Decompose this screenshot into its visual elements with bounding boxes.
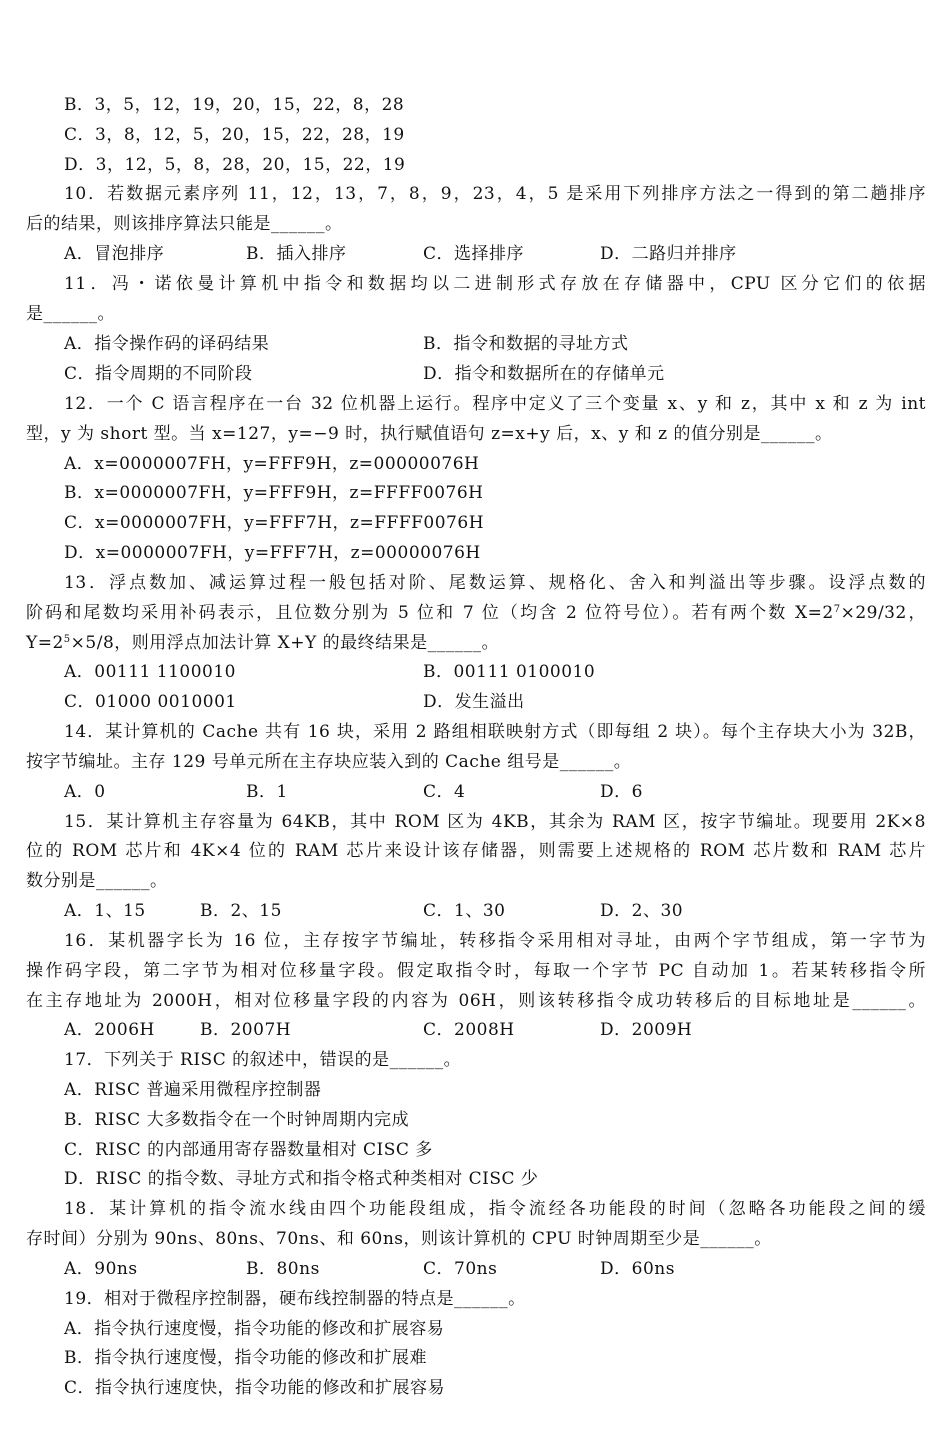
q11-stem (26, 273, 926, 295)
q13-option-c: C．01000 0010001 (64, 692, 237, 712)
q11-option-d: D．指令和数据所在的存储单元 (423, 364, 665, 384)
q10-option-a: A．冒泡排序 (64, 244, 165, 264)
q15-option-b: B．2、15 (200, 901, 282, 921)
q17-option-b: B．RISC 大多数指令在一个时钟周期内完成 (64, 1110, 410, 1130)
q13-line3 (26, 632, 499, 654)
q10-line1: 10．若数据元素序列 11，12，13，7，8，9，23，4，5 是采用下列排序方法之一得到的第二趟排序 (64, 184, 926, 204)
q10-option-c: C．选择排序 (423, 244, 525, 264)
q13-option-d: D．发生溢出 (423, 692, 525, 712)
q19-option-a: A．指令执行速度慢，指令功能的修改和扩展容易 (64, 1319, 445, 1339)
q15-line2: 位的 ROM 芯片和 4K×4 位的 RAM 芯片来设计该存储器，则需要上述规格的 ROM 芯片数和 RAM 芯片 (26, 841, 926, 861)
q11-option-c: C．指令周期的不同阶段 (64, 364, 253, 384)
q16-line1: 16．某机器字长为 16 位，主存按字节编址，转移指令采用相对寻址，由两个字节组成，第一字节为 (64, 931, 926, 951)
q12-option-b: B．x=0000007FH，y=FFF9H，z=FFFF0076H (64, 483, 484, 503)
q14-option-b: B．1 (246, 782, 288, 802)
q12-line2: 型，y 为 short 型。当 x=127，y=−9 时，执行赋值语句 z=x+y 后，x、y 和 z 的值分别是______。 (26, 424, 833, 444)
q12-stem (26, 393, 926, 415)
q13-option-b: B．00111 0100010 (423, 662, 596, 682)
q14-option-c: C．4 (423, 782, 466, 802)
q13-line3-part1: Y=2 (26, 633, 64, 653)
q19-option-b: B．指令执行速度慢，指令功能的修改和扩展难 (64, 1348, 427, 1368)
q19-stem: 19．相对于微程序控制器，硬布线控制器的特点是______。 (64, 1289, 526, 1309)
q16-option-d: D．2009H (600, 1020, 693, 1040)
q11-option-a: A．指令操作码的译码结果 (64, 334, 270, 354)
q18-line2: 存时间）分别为 90ns、80ns、70ns、和 60ns，则该计算机的 CPU 时钟周期至少是______。 (26, 1229, 772, 1249)
q13-line2-text (26, 602, 926, 624)
q9-option-d: D．3，12，5，8，28，20，15，22，19 (64, 155, 406, 175)
q14-line1: 14．某计算机的 Cache 共有 16 块，采用 2 路组相联映射方式（即每组 2 块）。每个主存块大小为 32B， (64, 722, 926, 742)
q17-stem: 17．下列关于 RISC 的叙述中，错误的是______。 (64, 1050, 462, 1070)
q12-option-a: A．x=0000007FH，y=FFF9H，z=00000076H (64, 454, 480, 474)
q16-option-b: B．2007H (200, 1020, 292, 1040)
q14-stem (26, 721, 926, 743)
q13-line2-part1: 阶码和尾数均采用补码表示，且位数分别为 5 位和 7 位（均含 2 位符号位）。若有两个数 X=2 (26, 603, 834, 623)
q16-line2-wrap (26, 960, 926, 982)
q16-stem (26, 930, 926, 952)
q10-option-b: B．插入排序 (246, 244, 347, 264)
q10-line2: 后的结果，则该排序算法只能是______。 (26, 214, 343, 234)
q16-line3: 在主存地址为 2000H，相对位移量字段的内容为 06H，则该转移指令成功转移后的目标地址是______。 (26, 991, 926, 1011)
q11-line2: 是______。 (26, 304, 115, 324)
q12-option-c: C．x=0000007FH，y=FFF7H，z=FFFF0076H (64, 513, 485, 533)
q10-stem (26, 183, 926, 205)
q18-option-d: D．60ns (600, 1259, 675, 1279)
q17-option-c: C．RISC 的内部通用寄存器数量相对 CISC 多 (64, 1140, 433, 1160)
q14-line2: 按字节编址。主存 129 号单元所在主存块应装入到的 Cache 组号是______。 (26, 752, 632, 772)
q13-line3-part2: ×5/8，则用浮点加法计算 X+Y 的最终结果是______。 (70, 633, 500, 653)
q13-line1: 13．浮点数加、减运算过程一般包括对阶、尾数运算、规格化、舍入和判溢出等步骤。设浮点数的 (64, 573, 926, 593)
q13-line2 (26, 602, 926, 624)
q9-option-c: C．3，8，12，5，20，15，22，28，19 (64, 125, 405, 145)
q11-option-b: B．指令和数据的寻址方式 (423, 334, 629, 354)
q15-stem (26, 811, 926, 833)
q18-line1: 18．某计算机的指令流水线由四个功能段组成，指令流经各功能段的时间（忽略各功能段之间的缓 (64, 1199, 926, 1219)
q14-option-a: A．0 (64, 782, 106, 802)
q18-option-b: B．80ns (246, 1259, 320, 1279)
q15-line3: 数分别是______。 (26, 871, 168, 891)
q10-option-d: D．二路归并排序 (600, 244, 737, 264)
q13-stem (26, 572, 926, 594)
q13-option-a: A．00111 1100010 (64, 662, 236, 682)
q18-option-c: C．70ns (423, 1259, 498, 1279)
q15-option-c: C．1、30 (423, 901, 506, 921)
q12-line1: 12．一个 C 语言程序在一台 32 位机器上运行。程序中定义了三个变量 x、y 和 z，其中 x 和 z 为 int (64, 394, 926, 414)
q16-line2: 操作码字段，第二字节为相对位移量字段。假定取指令时，每取一个字节 PC 自动加 1。若某转移指令所 (26, 961, 926, 981)
q16-option-a: A．2006H (64, 1020, 155, 1040)
q9-option-b: B．3，5，12，19，20，15，22，8，28 (64, 95, 405, 115)
q17-option-a: A．RISC 普遍采用微程序控制器 (64, 1080, 322, 1100)
q14-option-d: D．6 (600, 782, 643, 802)
q15-line1: 15．某计算机主存容量为 64KB，其中 ROM 区为 4KB，其余为 RAM 区，按字节编址。现要用 2K×8 (64, 812, 926, 832)
q13-exponent-y: 5 (63, 634, 71, 645)
q15-option-d: D．2、30 (600, 901, 684, 921)
q16-option-c: C．2008H (423, 1020, 515, 1040)
q13-line2-part2: ×29/32， (840, 603, 926, 623)
q17-option-d: D．RISC 的指令数、寻址方式和指令格式种类相对 CISC 少 (64, 1169, 539, 1189)
q15-option-a: A．1、15 (64, 901, 146, 921)
q11-line1: 11．冯・诺依曼计算机中指令和数据均以二进制形式存放在存储器中，CPU 区分它们的依据 (64, 274, 926, 294)
q15-line2-wrap (26, 840, 926, 862)
q18-stem (26, 1198, 926, 1220)
q12-option-d: D．x=0000007FH，y=FFF7H，z=00000076H (64, 543, 481, 563)
q18-option-a: A．90ns (64, 1259, 138, 1279)
q13-exponent-x: 7 (833, 604, 841, 615)
q16-line3-wrap (26, 990, 926, 1012)
q19-option-c: C．指令执行速度快，指令功能的修改和扩展容易 (64, 1378, 446, 1398)
